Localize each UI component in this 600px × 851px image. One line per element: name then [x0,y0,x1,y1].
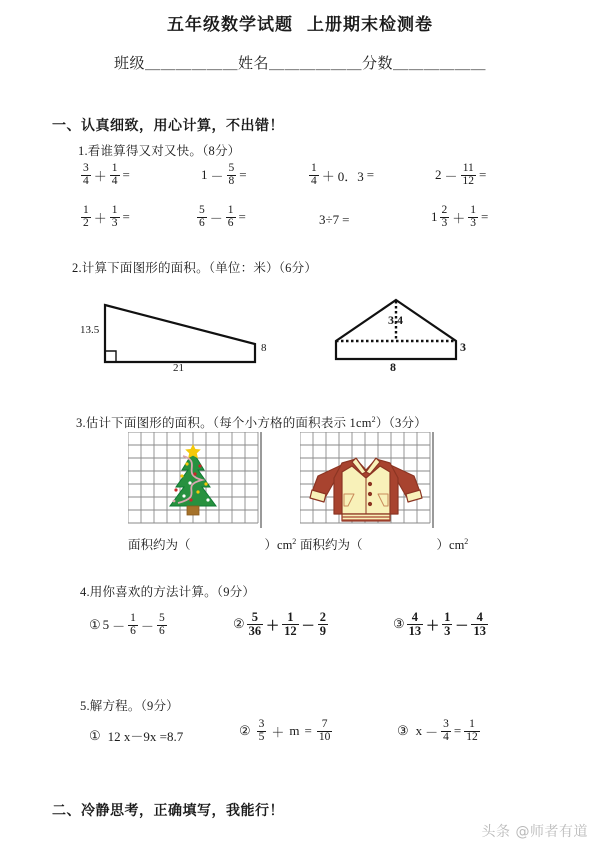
fraction: $\frac{5}{8}$ [228,162,235,187]
house-roof-height-label: 3.4 [388,313,403,327]
fraction: $\frac{5}{6}$ [158,612,165,637]
q1-r2-c4: 1 $\frac{2}{3}$ ＋ $\frac{1}{3}$ = [431,204,489,229]
student-id-line: 班级＿＿＿＿＿＿姓名＿＿＿＿＿＿分数＿＿＿＿＿＿ [113,56,486,72]
q4-item-1: ① 5 － $\frac{1}{6}$ － $\frac{5}{6}$ [89,612,165,637]
jacket-grid-svg [300,432,444,528]
q4-item-2: ② $\frac{5}{36}$ ＋ $\frac{1}{12}$ － $\frac{2}{9}$ [233,610,326,638]
tree-grid-svg [128,432,272,528]
title-main: 五年级数学试题 [167,15,293,34]
watermark: 头条 @师者有道 [481,824,588,840]
item-marker: ③ [397,723,409,739]
grid-picture-tree [128,432,272,528]
question-5-heading: 5.解方程。（9分） [80,699,179,713]
q5-item-2: ② $\frac{3}{5}$ ＋ m = $\frac{7}{10}$ [239,718,331,743]
grid-right-edge [260,432,262,528]
question-3-heading: 3.估计下面图形的面积。（每个小方格的面积表示 $1cm^2)(3$分） [76,414,427,430]
trapezoid-left-height-label: 13.5 [80,324,100,336]
fraction: $\frac{5}{36}$ [248,610,262,638]
fraction: $\frac{1}{12}$ [284,610,297,638]
q1-r1-c2: 1 － $\frac{5}{8}$ = [201,162,247,187]
item-marker: ② [233,616,245,632]
item-marker: ③ [393,616,405,632]
item-marker: ① [89,617,101,633]
house-figure [328,296,468,373]
fraction: $\frac{5}{6}$ [199,204,205,229]
fraction: $\frac{1}{6}$ [227,204,234,229]
jacket-area-answer: 面积约为（ ）$cm^2$ [300,536,469,552]
house-side-label: 3 [460,340,466,354]
house-svg [328,296,468,368]
fraction: $\frac{1}{12}$ [466,718,478,743]
fraction: $\frac{1}{3}$ [444,610,451,638]
question-2-heading: 2.计算下面图形的面积。（单位：米）（6分） [72,261,318,275]
mixed-number: 1 $\frac{2}{3}$ [431,204,448,229]
fraction: $\frac{3}{5}$ [258,718,265,743]
section-heading-1: 一、认真细致，用心计算，不出错！ [52,119,284,134]
q5-item-3: ③ x － $\frac{3}{4}$ = $\frac{1}{12}$ [397,718,478,743]
question-1-heading: 1.看谁算得又对又快。（8分） [78,144,241,158]
q1-r1-c3: $\frac{1}{4}$ ＋ 0．3 = [311,162,375,187]
q4-item-3: ③ $\frac{4}{13}$ ＋ $\frac{1}{3}$ － $\frac{4}{13}$ [393,610,486,638]
fraction: $\frac{3}{4}$ [83,162,89,187]
question-4-heading: 4.用你喜欢的方法计算。（9分） [80,585,256,599]
q1-r2-c1: $\frac{1}{2}$ ＋ $\frac{1}{3}$ = [83,204,130,229]
grid-picture-jacket [300,432,444,528]
trapezoid-right-height-label: 8 [261,342,267,354]
fraction: $\frac{1}{4}$ [311,162,317,187]
section-heading-2: 二、冷静思考，正确填写，我能行！ [52,804,284,819]
fraction: $\frac{3}{4}$ [443,718,449,743]
fraction: $\frac{2}{3}$ [441,204,448,229]
trapezoid-base-label: 21 [173,362,184,374]
fraction: $\frac{1}{4}$ [111,162,118,187]
fraction: $\frac{4}{13}$ [408,610,422,638]
item-marker: ① [89,727,101,743]
fraction: $\frac{4}{13}$ [473,610,486,638]
fraction: $\frac{1}{6}$ [130,612,136,637]
fraction: $\frac{1}{2}$ [83,204,89,229]
q1-r1-c4: 2 － $\frac{11}{12}$ = [435,162,487,187]
q1-r2-c3: 3÷7 = [319,212,350,227]
fraction: $\frac{11}{12}$ [462,162,475,187]
trapezoid-svg [95,300,275,370]
title-sub: 上册期末检测卷 [307,15,433,34]
fraction: $\frac{1}{3}$ [111,204,118,229]
q5-item-1: ① 12 x－9x =8.7 [89,727,184,744]
grid-right-edge [432,432,434,528]
tree-area-answer: 面积约为（ ）$cm^2$ [128,536,297,552]
house-base-label: 8 [390,360,396,374]
fraction: $\frac{7}{10}$ [318,718,331,743]
fraction: $\frac{2}{9}$ [319,610,326,638]
trapezoid-figure [80,300,275,375]
q1-r2-c2: $\frac{5}{6}$ － $\frac{1}{6}$ = [199,204,246,229]
q1-r1-c1: $\frac{3}{4}$ ＋ $\frac{1}{4}$ = [83,162,130,187]
page-title [0,10,600,35]
item-marker: ② [239,723,251,739]
fraction: $\frac{1}{3}$ [470,204,477,229]
